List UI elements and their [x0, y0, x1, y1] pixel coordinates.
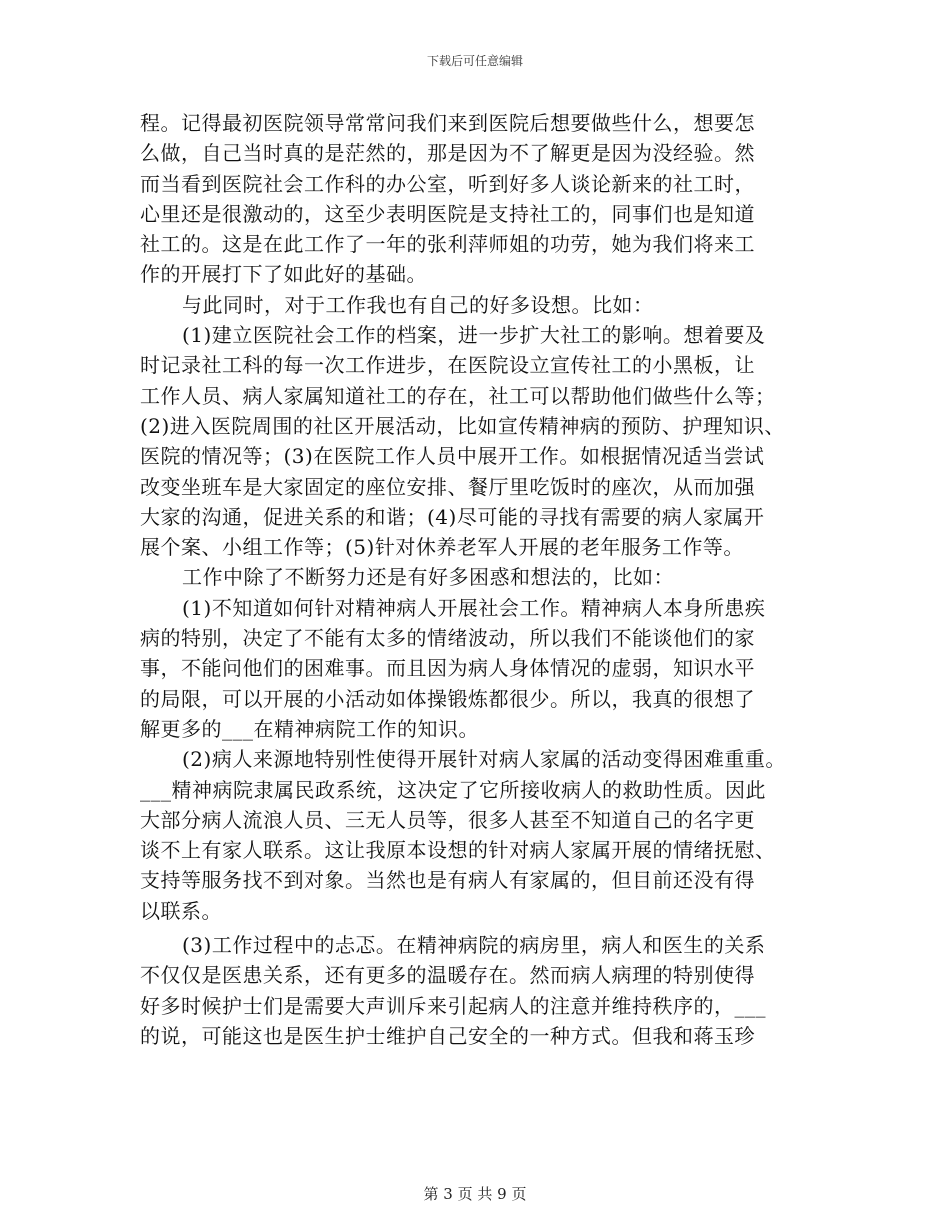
- text-line: 程。记得最初医院领导常常问我们来到医院后想要做些什么，想要怎: [140, 111, 755, 135]
- text-line: 医院的情况等；(3)在医院工作人员中展开工作。如根据情况适当尝试: [140, 444, 765, 469]
- text-line: 工作人员、病人家属知道社工的存在，社工可以帮助他们做些什么等；: [140, 383, 776, 408]
- text-line: (1)不知道如何针对精神病人开展社会工作。精神病人本身所患疾: [182, 595, 766, 620]
- text-line: 支持等服务找不到对象。当然也是有病人有家属的，但目前还没有得: [140, 868, 755, 893]
- text-line: 不仅仅是医患关系，还有更多的温暖存在。然而病人病理的特别使得: [140, 963, 755, 988]
- text-line: 时记录社工科的每一次工作进步，在医院设立宣传社工的小黑板，让: [140, 353, 755, 378]
- text-line: 么做，自己当时真的是茫然的，那是因为不了解更是因为没经验。然: [140, 141, 755, 166]
- text-line: (2)病人来源地特别性使得开展针对病人家属的活动变得困难重重。: [182, 747, 786, 772]
- text-line: 以联系。: [140, 898, 222, 923]
- text-line: 病的特别，决定了不能有太多的情绪波动，所以我们不能谈他们的家: [140, 626, 755, 651]
- text-line: 改变坐班车是大家固定的座位安排、餐厅里吃饭时的座次，从而加强: [140, 474, 755, 499]
- text-line: 大部分病人流浪人员、三无人员等，很多人甚至不知道自己的名字更: [140, 807, 755, 832]
- text-line: 好多时候护士们是需要大声训斥来引起病人的注意并维持秩序的，___: [140, 993, 766, 1018]
- text-line: 谈不上有家人联系。这让我原本设想的针对病人家属开展的情绪抚慰、: [140, 838, 776, 863]
- text-line: 作的开展打下了如此好的基础。: [140, 262, 427, 287]
- text-line: 事，不能问他们的困难事。而且因为病人身体情况的虚弱，知识水平: [140, 656, 755, 681]
- page-footer: 第 3 页 共 9 页: [423, 1185, 527, 1203]
- document-body: [140, 108, 830, 1051]
- text-line: 而当看到医院社会工作科的办公室，听到好多人谈论新来的社工时，: [140, 171, 755, 196]
- text-line: 与此同时，对于工作我也有自己的好多设想。比如：: [182, 292, 654, 317]
- text-line: 社工的。这是在此工作了一年的张利萍师姐的功劳，她为我们将来工: [140, 232, 755, 257]
- text-line: ___精神病院隶属民政系统，这决定了它所接收病人的救助性质。因此: [140, 777, 766, 802]
- page-header: 下载后可任意编辑: [426, 54, 523, 68]
- text-line: 解更多的___在精神病院工作的知识。: [140, 716, 479, 741]
- text-line: 展个案、小组工作等；(5)针对休养老军人开展的老年服务工作等。: [140, 535, 744, 560]
- text-line: 大家的沟通，促进关系的和谐；(4)尽可能的寻找有需要的病人家属开: [140, 504, 765, 529]
- text-line: 的说，可能这也是医生护士维护自己安全的一种方式。但我和蒋玉珍: [140, 1023, 755, 1048]
- text-line: (3)工作过程中的忐忑。在精神病院的病房里，病人和医生的关系: [182, 933, 766, 958]
- text-line: (1)建立医院社会工作的档案，进一步扩大社工的影响。想着要及: [182, 323, 766, 348]
- text-line: 工作中除了不断努力还是有好多困惑和想法的，比如：: [182, 565, 674, 590]
- text-line: 心里还是很激动的，这至少表明医院是支持社工的，同事们也是知道: [140, 201, 755, 226]
- text-line: 的局限，可以开展的小活动如体操锻炼都很少。所以，我真的很想了: [140, 686, 755, 711]
- text-line: (2)进入医院周围的社区开展活动，比如宣传精神病的预防、护理知识、: [140, 413, 785, 438]
